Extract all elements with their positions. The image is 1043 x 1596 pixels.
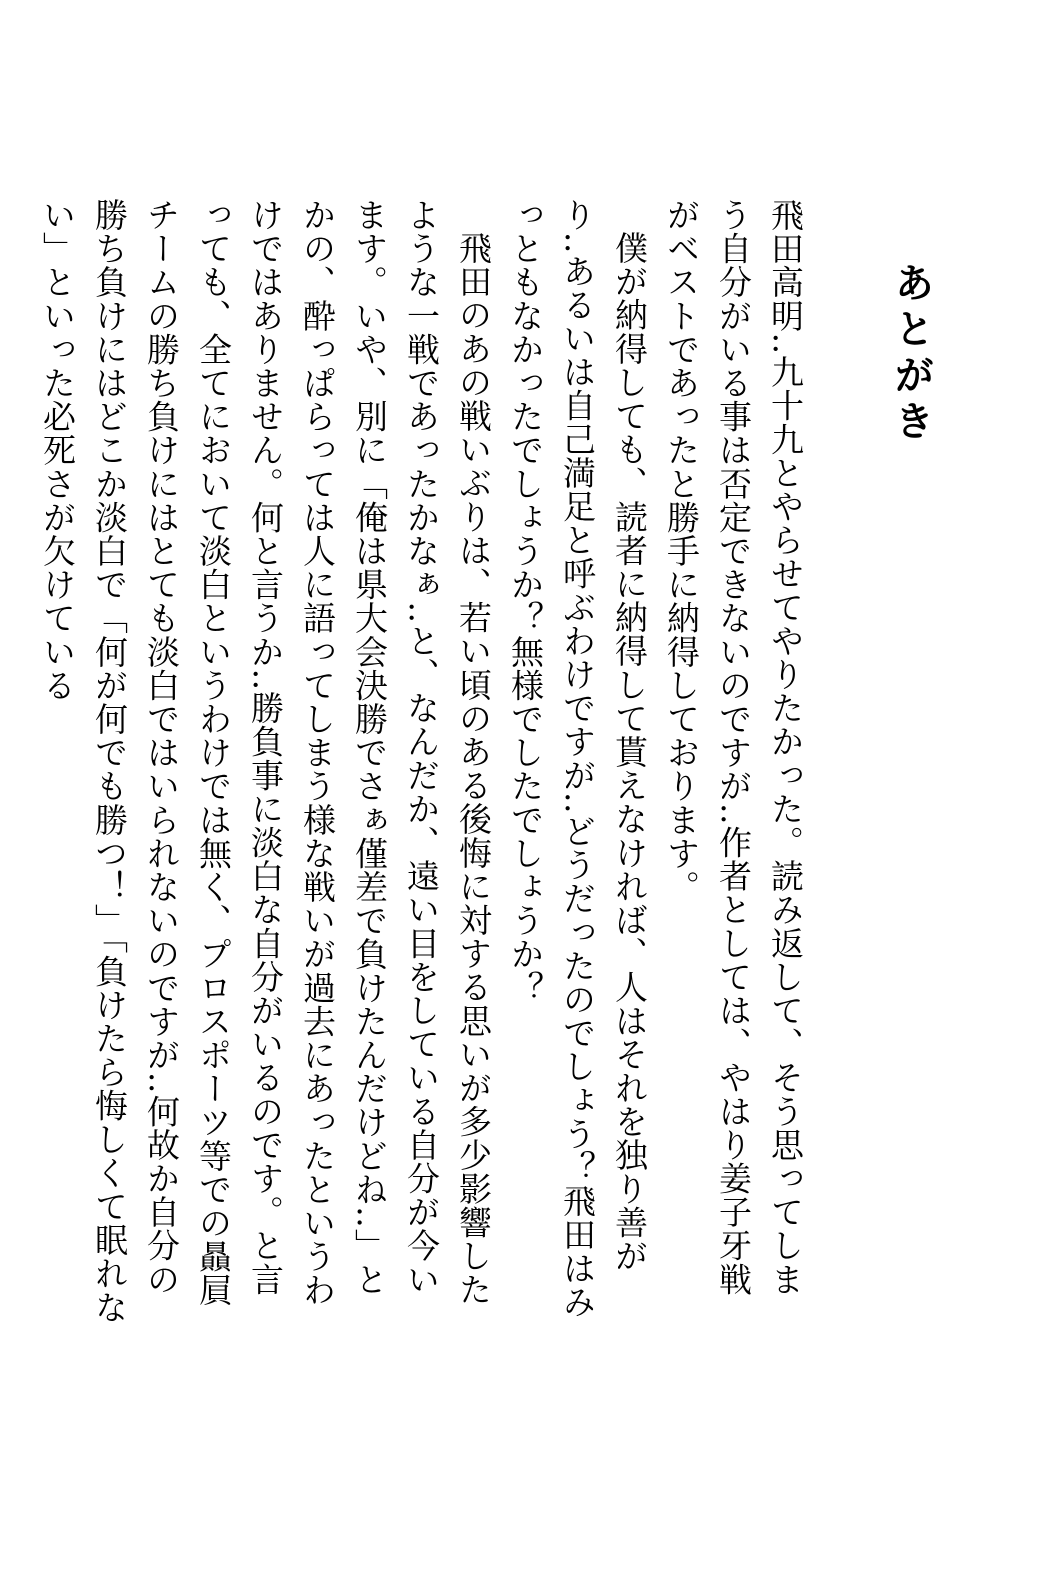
body-text bbox=[31, 198, 811, 1328]
paragraph-2: 僕が納得しても、読者に納得して貰えなければ、人はそれを独り善がり‥あるいは自己満足と呼ぶわけですが‥どうだったのでしょう？飛田はみっともなかったでしょうか？無様でしたでしょうか？ bbox=[506, 198, 649, 1319]
paragraph-1: 飛田高明‥九十九とやらせてやりたかった。読み返して、そう思ってしまう自分がいる事は否定できないのですが‥作者としては、やはり姜子牙戦がベストであったと勝手に納得しております。 bbox=[662, 198, 805, 1296]
page-title: あとがき bbox=[888, 262, 935, 446]
paragraph-3: 飛田のあの戦いぶりは、若い頃のある後悔に対する思いが多少影響したような一戦であったかなぁ‥と、なんだか、遠い目をしている自分が今います。いや、別に「俺は県大会決勝でさぁ僅差で負けたんだけどね‥」とかの、酔っぱらっては人に語ってしまう様な戦いが過去にあったというわけではありません。何と言うか‥勝負事に淡白な自分がいるのです。と言っても、全てにおいて淡白というわけでは無く、プロスポーツ等での贔屓チームの勝ち負けにはとても淡白ではいられないのですが‥何故か自分の勝ち負けにはどこか淡白で「何が何でも勝つ！」「負けたら悔しくて眠れない」といった必死さが欠けている bbox=[38, 198, 493, 1324]
